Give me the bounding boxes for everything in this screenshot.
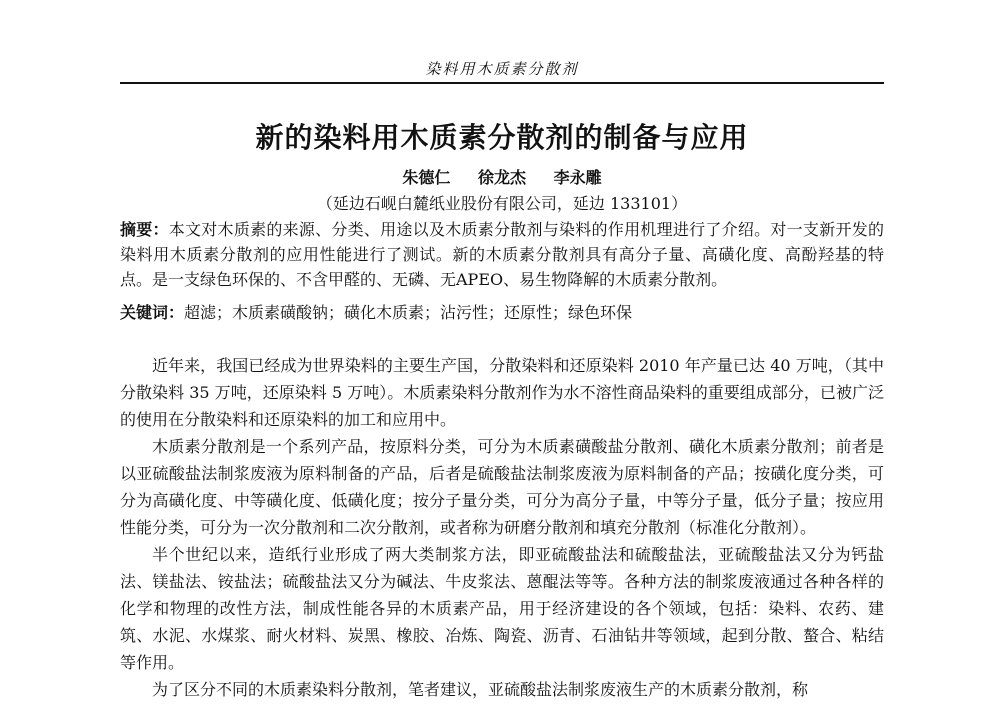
abstract-label: 摘要：: [120, 220, 169, 239]
paragraph: 木质素分散剂是一个系列产品，按原料分类，可分为木质素磺酸盐分散剂、磺化木质素分散剂；前者是以亚硫酸盐法制浆废液为原料制备的产品，后者是硫酸盐法制浆废液为原料制备的产品；按磺化度分类，可分为高磺化度、中等磺化度、低磺化度；按分子量分类，可分为高分子量，中等分子量，低分子量；按应用性能分类，可分为一次分散剂和二次分散剂，或者称为研磨分散剂和填充分散剂（标准化分散剂）。: [120, 437, 884, 537]
author-list: [120, 165, 884, 188]
paragraph: 近年来，我国已经成为世界染料的主要生产国，分散染料和还原染料 2010 年产量已达 40 万吨，（其中分散染料 35 万吨，还原染料 5 万吨）。木质素染料分散剂作为水不溶性商品染料的重要组成部分，已被广泛的使用在分散染料和还原染料的加工和应用中。: [120, 356, 884, 429]
paragraph: 为了区分不同的木质素染料分散剂，笔者建议，亚硫酸盐法制浆废液生产的木质素分散剂，称: [152, 680, 809, 699]
keywords-text: 超滤；木质素磺酸钠；磺化木质素；沾污性；还原性；绿色环保: [184, 303, 633, 322]
affiliation: （延边石岘白麓纸业股份有限公司，延边 133101）: [316, 194, 688, 213]
author-name: 李永雕: [553, 168, 602, 187]
paragraph: 半个世纪以来，造纸行业形成了两大类制浆方法，即亚硫酸盐法和硫酸盐法，亚硫酸盐法又分为钙盐法、镁盐法、铵盐法；硫酸盐法又分为碱法、牛皮浆法、蒽醌法等等。各种方法的制浆废液通过各种各样的化学和物理的改性方法，制成性能各异的木质素产品，用于经济建设的各个领域，包括：染料、农药、建筑、水泥、水煤浆、耐火材料、炭黑、橡胶、冶炼、陶瓷、沥青、石油钻井等领域，起到分散、螯合、粘结等作用。: [120, 545, 884, 672]
keywords-label: 关键词：: [120, 303, 185, 322]
abstract: [120, 217, 884, 292]
author-name: 徐龙杰: [477, 168, 526, 187]
running-header: 染料用木质素分散剂: [425, 60, 579, 78]
article-title: 新的染料用木质素分散剂的制备与应用: [255, 121, 749, 154]
abstract-text: 本文对木质素的来源、分类、用途以及木质素分散剂与染料的作用机理进行了介绍。对一支新开发的染料用木质素分散剂的应用性能进行了测试。新的木质素分散剂具有高分子量、高磺化度、高酚羟基的特点。是一支绿色环保的、不含甲醛的、无磷、无APEO、易生物降解的木质素分散剂。: [120, 220, 884, 289]
header-rule: [120, 82, 884, 84]
author-name: 朱德仁: [402, 168, 451, 187]
body-text: [120, 352, 884, 703]
keywords: [120, 300, 884, 325]
